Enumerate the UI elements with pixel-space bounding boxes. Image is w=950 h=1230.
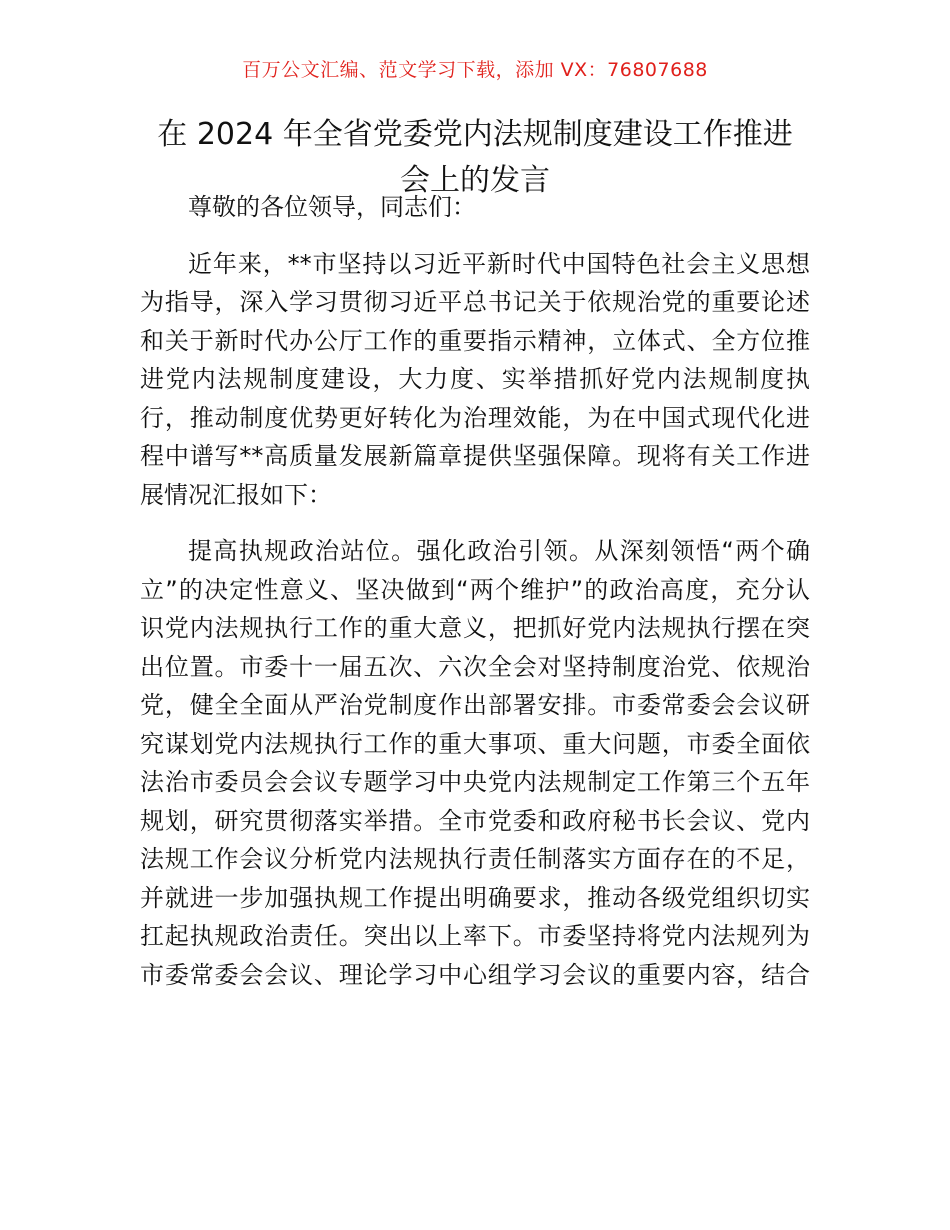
- paragraph-line: 提高执规政治站位。强化政治引领。从深刻领悟“两个确: [188, 537, 810, 565]
- watermark-header: 百万公文汇编、范文学习下载，添加 VX：76807688: [242, 59, 708, 81]
- paragraph-line: 识党内法规执行工作的重大意义，把抓好党内法规执行摆在突: [140, 614, 810, 642]
- salutation: 尊敬的各位领导，同志们：: [188, 193, 476, 221]
- paragraph-line: 行，推动制度优势更好转化为治理效能，为在中国式现代化进: [140, 403, 810, 432]
- title-line-1: 在 2024 年全省党委党内法规制度建设工作推进: [157, 117, 793, 152]
- paragraph-line: 法治市委员会会议专题学习中央党内法规制定工作第三个五年: [140, 768, 810, 796]
- paragraph-line: 展情况汇报如下：: [140, 480, 332, 509]
- paragraph-line: 和关于新时代办公厅工作的重要指示精神，立体式、全方位推: [140, 326, 810, 355]
- paragraph-line: 进党内法规制度建设，大力度、实举措抓好党内法规制度执: [140, 365, 810, 393]
- paragraph-line: 扛起执规政治责任。突出以上率下。市委坚持将党内法规列为: [140, 922, 810, 950]
- paragraph-line: 规划，研究贯彻落实举措。全市党委和政府秘书长会议、党内: [140, 806, 810, 835]
- paragraph-line: 并就进一步加强执规工作提出明确要求，推动各级党组织切实: [140, 883, 810, 912]
- document-body: [140, 188, 810, 994]
- paragraph-2: [140, 532, 810, 994]
- paragraph-line: 法规工作会议分析党内法规执行责任制落实方面存在的不足，: [140, 845, 810, 873]
- paragraph-line: 市委常委会会议、理论学习中心组学习会议的重要内容，结合: [140, 960, 810, 989]
- paragraph-line: 出位置。市委十一届五次、六次全会对坚持制度治党、依规治: [140, 652, 810, 681]
- paragraph-line: 党，健全全面从严治党制度作出部署安排。市委常委会会议研: [140, 691, 810, 719]
- paragraph-line: 究谋划党内法规执行工作的重大事项、重大问题，市委全面依: [140, 729, 810, 758]
- paragraph-line: 近年来，**市坚持以习近平新时代中国特色社会主义思想: [188, 249, 810, 278]
- paragraph-1: [140, 245, 810, 515]
- paragraph-line: 立”的决定性意义、坚决做到“两个维护”的政治高度，充分认: [140, 575, 810, 604]
- title-line-2: 会上的发言: [400, 163, 550, 198]
- paragraph-gap: [140, 514, 810, 532]
- paragraph-line: 程中谱写**高质量发展新篇章提供坚强保障。现将有关工作进: [140, 442, 810, 470]
- paragraph-line: 为指导，深入学习贯彻习近平总书记关于依规治党的重要论述: [140, 288, 810, 316]
